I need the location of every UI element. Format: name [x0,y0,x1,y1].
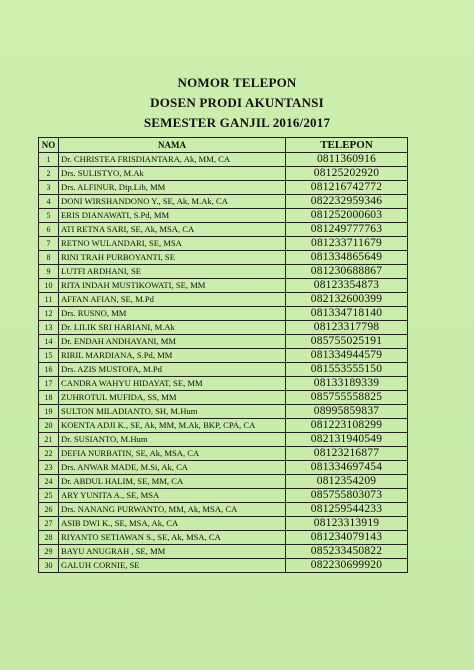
table-row [39,321,408,335]
table-row [39,349,408,363]
row-number: 17 [39,377,59,391]
phone-number: 081223108299 [286,419,408,433]
lecturer-name: Dr. CHRISTEA FRISDIANTARA, Ak, MM, CA [59,153,286,167]
table-row [39,335,408,349]
lecturer-name: BAYU ANUGRAH , SE, MM [59,545,286,559]
row-number: 19 [39,405,59,419]
table-row [39,237,408,251]
table-row [39,265,408,279]
lecturer-name: ARY YUNITA A., SE, MSA [59,489,286,503]
lecturer-name: CANDRA WAHYU HIDAYAT, SE, MM [59,377,286,391]
lecturer-name: Dr. SUSIANTO, M.Hum [59,433,286,447]
phone-number: 081259544233 [286,503,408,517]
phone-number: 08123317798 [286,321,408,335]
lecturer-name: Dr. ENDAH ANDHAYANI, MM [59,335,286,349]
phone-number: 0812354209 [286,475,408,489]
table-row [39,209,408,223]
phone-number: 085755025191 [286,335,408,349]
phone-number: 082131940549 [286,433,408,447]
row-number: 4 [39,195,59,209]
table-row [39,251,408,265]
lecturer-name: ATI RETNA SARI, SE, Ak, MSA, CA [59,223,286,237]
header-nama: NAMA [59,138,286,153]
lecturer-name: Drs. NANANG PURWANTO, MM, Ak, MSA, CA [59,503,286,517]
row-number: 21 [39,433,59,447]
title-line-1: NOMOR TELEPON [177,75,297,90]
phone-number: 082230699920 [286,559,408,573]
row-number: 26 [39,503,59,517]
row-number: 13 [39,321,59,335]
phone-number: 082132600399 [286,293,408,307]
phone-number: 081334944579 [286,349,408,363]
phone-number: 08123354873 [286,279,408,293]
lecturer-name: RIYANTO SETIAWAN S., SE, Ak, MSA, CA [59,531,286,545]
lecturer-name: Drs. AZIS MUSTOFA, M.Pd [59,363,286,377]
title-line-2: DOSEN PRODI AKUNTANSI [150,95,324,110]
row-number: 9 [39,265,59,279]
phone-number: 0811360916 [286,153,408,167]
table-row [39,363,408,377]
row-number: 15 [39,349,59,363]
phone-number: 08125202920 [286,167,408,181]
phone-number: 081553555150 [286,363,408,377]
row-number: 14 [39,335,59,349]
lecturer-name: AFFAN AFIAN, SE, M.Pd [59,293,286,307]
title-line-3: SEMESTER GANJIL 2016/2017 [143,115,331,130]
table-row [39,405,408,419]
table-row [39,195,408,209]
table-row [39,531,408,545]
row-number: 18 [39,391,59,405]
table-row [39,433,408,447]
row-number: 22 [39,447,59,461]
phone-number: 08995859837 [286,405,408,419]
row-number: 8 [39,251,59,265]
table-row [39,307,408,321]
table-row [39,475,408,489]
row-number: 16 [39,363,59,377]
lecturer-name: GALUH CORNIE, SE [59,559,286,573]
row-number: 23 [39,461,59,475]
phone-number: 081233711679 [286,237,408,251]
row-number: 6 [39,223,59,237]
lecturer-name: Dr. LILIK SRI HARIANI, M.Ak [59,321,286,335]
row-number: 29 [39,545,59,559]
table-body [39,153,408,573]
lecturer-name: Drs. SULISTYO, M.Ak [59,167,286,181]
header-no: NO [39,138,59,153]
lecturer-name: ERIS DIANAWATI, S.Pd, MM [59,209,286,223]
row-number: 5 [39,209,59,223]
row-number: 1 [39,153,59,167]
row-number: 2 [39,167,59,181]
lecturer-name: Drs. ANWAR MADE, M.Si, Ak, CA [59,461,286,475]
table-row [39,517,408,531]
table-row [39,419,408,433]
lecturer-name: LUTFI ARDHANI, SE [59,265,286,279]
row-number: 27 [39,517,59,531]
header-telepon: TELEPON [286,138,408,153]
lecturer-name: RINI TRAH PURBOYANTI, SE [59,251,286,265]
phone-number: 08123216877 [286,447,408,461]
lecturer-name: DEFIA NURBATIN, SE, Ak, MSA, CA [59,447,286,461]
table-row [39,377,408,391]
table-row [39,181,408,195]
lecturer-name: SULTON MILADIANTO, SH, M.Hum [59,405,286,419]
table-row [39,293,408,307]
phone-number: 081230688867 [286,265,408,279]
phone-number: 085755558825 [286,391,408,405]
phone-number: 08123313919 [286,517,408,531]
row-number: 28 [39,531,59,545]
lecturer-name: RETNO WULANDARI, SE, MSA [59,237,286,251]
table-row [39,489,408,503]
table-row [39,545,408,559]
phone-number: 081234079143 [286,531,408,545]
phone-number: 081249777763 [286,223,408,237]
lecturer-name: KOENTA ADJI K., SE, Ak, MM, M.Ak, BKP, CPA, CA [59,419,286,433]
lecturer-name: ZUHROTUL MUFIDA, SS, MM [59,391,286,405]
lecturer-name: RIRIL MARDIANA, S.Pd, MM [59,349,286,363]
row-number: 25 [39,489,59,503]
table-header-row [39,138,408,153]
phone-number: 081334718140 [286,307,408,321]
table-row [39,461,408,475]
lecturer-name: Drs. RUSNO, MM [59,307,286,321]
row-number: 30 [39,559,59,573]
lecturer-name: ASIB DWI K., SE, MSA, Ak, CA [59,517,286,531]
document-title [0,73,474,133]
table-row [39,279,408,293]
lecturer-name: DONI WIRSHANDONO Y., SE, Ak, M.Ak, CA [59,195,286,209]
table-row [39,167,408,181]
phone-number: 085233450822 [286,545,408,559]
phone-number: 08133189339 [286,377,408,391]
phone-number: 081252000603 [286,209,408,223]
row-number: 10 [39,279,59,293]
phone-number: 081334697454 [286,461,408,475]
lecturer-name: Dr. ABDUL HALIM, SE, MM, CA [59,475,286,489]
lecturer-name: Drs. ALFINUR, Dip.Lib, MM [59,181,286,195]
table-row [39,223,408,237]
table-row [39,559,408,573]
row-number: 3 [39,181,59,195]
table-row [39,391,408,405]
table-row [39,447,408,461]
phone-number: 081216742772 [286,181,408,195]
row-number: 24 [39,475,59,489]
phone-number: 081334865649 [286,251,408,265]
phone-table [38,137,408,573]
table-row [39,503,408,517]
lecturer-name: RITA INDAH MUSTIKOWATI, SE, MM [59,279,286,293]
table-row [39,153,408,167]
phone-number: 085755803073 [286,489,408,503]
row-number: 12 [39,307,59,321]
row-number: 11 [39,293,59,307]
phone-number: 082232959346 [286,195,408,209]
row-number: 20 [39,419,59,433]
row-number: 7 [39,237,59,251]
